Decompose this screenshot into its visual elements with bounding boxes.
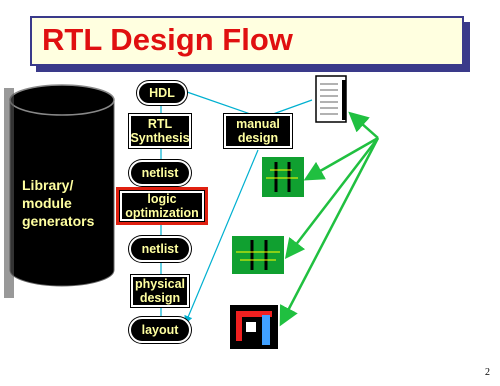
rtl-synthesis-node bbox=[129, 114, 191, 148]
layout-node bbox=[129, 317, 191, 343]
manual-design-line-1: manual bbox=[236, 117, 280, 131]
library-label-line-2: module bbox=[22, 195, 72, 211]
library-label-line-1: Library/ bbox=[22, 177, 74, 193]
layout-label: layout bbox=[141, 323, 179, 337]
physical-design-line-1: physical bbox=[134, 277, 186, 291]
netlist-node-1 bbox=[129, 160, 191, 186]
layout-image bbox=[230, 305, 278, 349]
physical-design-node bbox=[131, 275, 189, 307]
logic-optimization-line-1: logic bbox=[147, 192, 177, 206]
hdl-node bbox=[137, 81, 187, 105]
library-label bbox=[22, 176, 94, 230]
manual-design-line-2: design bbox=[237, 131, 279, 145]
logic-optimization-node bbox=[120, 191, 204, 221]
physical-design-line-2: design bbox=[139, 291, 181, 305]
manual-design-node bbox=[224, 114, 292, 148]
netlist-2-label: netlist bbox=[141, 242, 179, 256]
rtl-synthesis-line-1: RTL bbox=[147, 117, 173, 131]
schematic-2 bbox=[232, 236, 284, 274]
netlist-node-2 bbox=[129, 236, 191, 262]
green-arrows bbox=[282, 115, 378, 322]
rtl-synthesis-line-2: Synthesis bbox=[130, 131, 190, 145]
hdl-label: HDL bbox=[149, 86, 175, 100]
library-label-line-3: generators bbox=[22, 213, 95, 229]
schematic-1 bbox=[262, 157, 304, 197]
netlist-1-label: netlist bbox=[141, 166, 179, 180]
page-title: RTL Design Flow bbox=[42, 22, 293, 57]
logic-optimization-line-2: optimization bbox=[125, 206, 199, 220]
document-icon bbox=[316, 76, 346, 122]
page-number: 2 bbox=[485, 367, 490, 378]
